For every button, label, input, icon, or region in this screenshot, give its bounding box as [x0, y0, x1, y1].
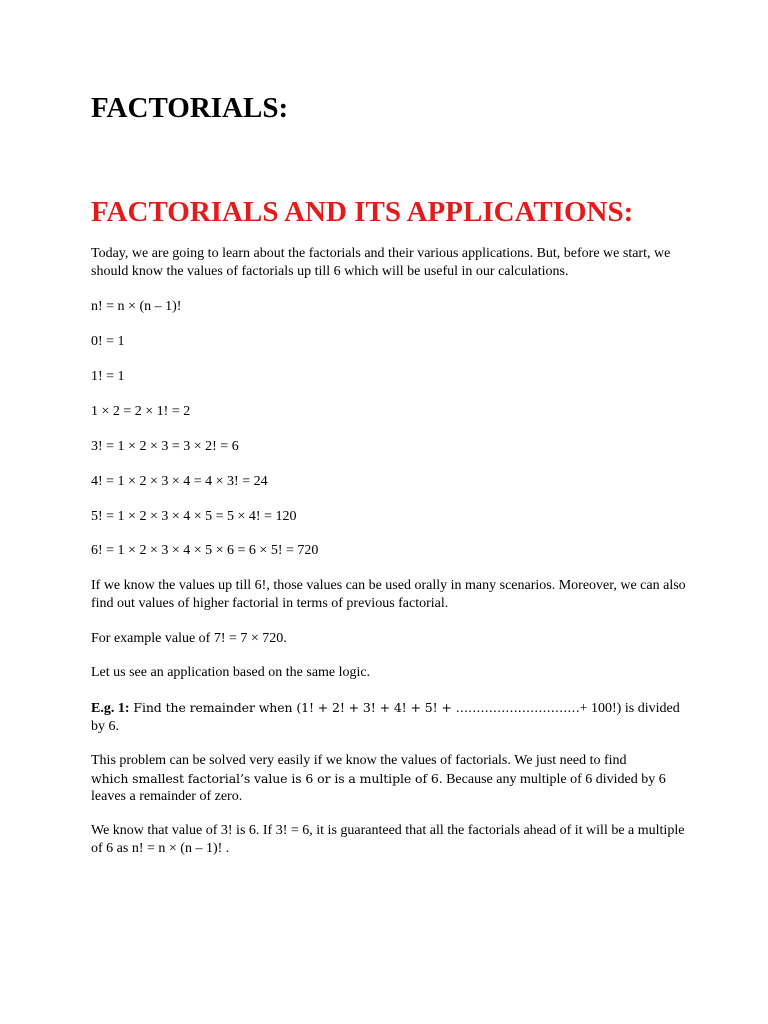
page-title: FACTORIALS: — [91, 92, 289, 124]
formula-2-factorial: 1 × 2 = 2 × 1! = 2 — [91, 404, 191, 419]
solution-paragraph-1 — [91, 752, 691, 806]
formula-6-factorial: 6! = 1 × 2 × 3 × 4 × 5 × 6 = 6 × 5! = 720 — [91, 543, 319, 558]
formula-5-factorial: 5! = 1 × 2 × 3 × 4 × 5 = 5 × 4! = 120 — [91, 509, 297, 524]
example-value-paragraph: For example value of 7! = 7 × 720. — [91, 631, 287, 646]
solution-1-line-2-rest: Because any multiple of 6 divided by 6 — [442, 771, 666, 787]
formula-recurrence: n! = n × (n – 1)! — [91, 299, 182, 314]
example-1-question-tail: is divided by 6. — [91, 701, 680, 734]
values-paragraph: If we know the values up till 6!, those values can be used orally in many scenarios. Moreover, we can also find out values of higher factorial in terms of previous factorial. — [91, 578, 686, 611]
example-1-question-end: + 100!) — [579, 701, 622, 716]
formula-1-factorial: 1! = 1 — [91, 369, 125, 384]
formula-4-factorial: 4! = 1 × 2 × 3 × 4 = 4 × 3! = 24 — [91, 474, 268, 489]
solution-1-line-2: which smallest factorial’s value is 6 or is a multiple of 6. — [91, 770, 443, 786]
solution-1-line-1: This problem can be solved very easily if we know the values of factorials. We just need to find — [91, 753, 627, 768]
application-intro-paragraph: Let us see an application based on the same logic. — [91, 665, 371, 680]
example-1-paragraph — [91, 699, 691, 735]
example-1-question: Find the remainder when (1! + 2! + 3! + 4! + 5! + ………………………… — [129, 700, 580, 715]
solution-paragraph-2: We know that value of 3! is 6. If 3! = 6, it is guaranteed that all the factorials ahead of it will be a multiple of 6 as n! = n × (n – 1)! . — [91, 823, 685, 856]
intro-paragraph: Today, we are going to learn about the factorials and their various applications. But, before we start, we should know the values of factorials up till 6 which will be useful in our calculations. — [91, 246, 671, 279]
example-1-label: E.g. 1: — [91, 701, 130, 716]
formula-3-factorial: 3! = 1 × 2 × 3 = 3 × 2! = 6 — [91, 439, 239, 454]
section-heading: FACTORIALS AND ITS APPLICATIONS: — [91, 196, 634, 228]
formula-0-factorial: 0! = 1 — [91, 334, 125, 349]
solution-1-line-3: leaves a remainder of zero. — [91, 789, 243, 804]
